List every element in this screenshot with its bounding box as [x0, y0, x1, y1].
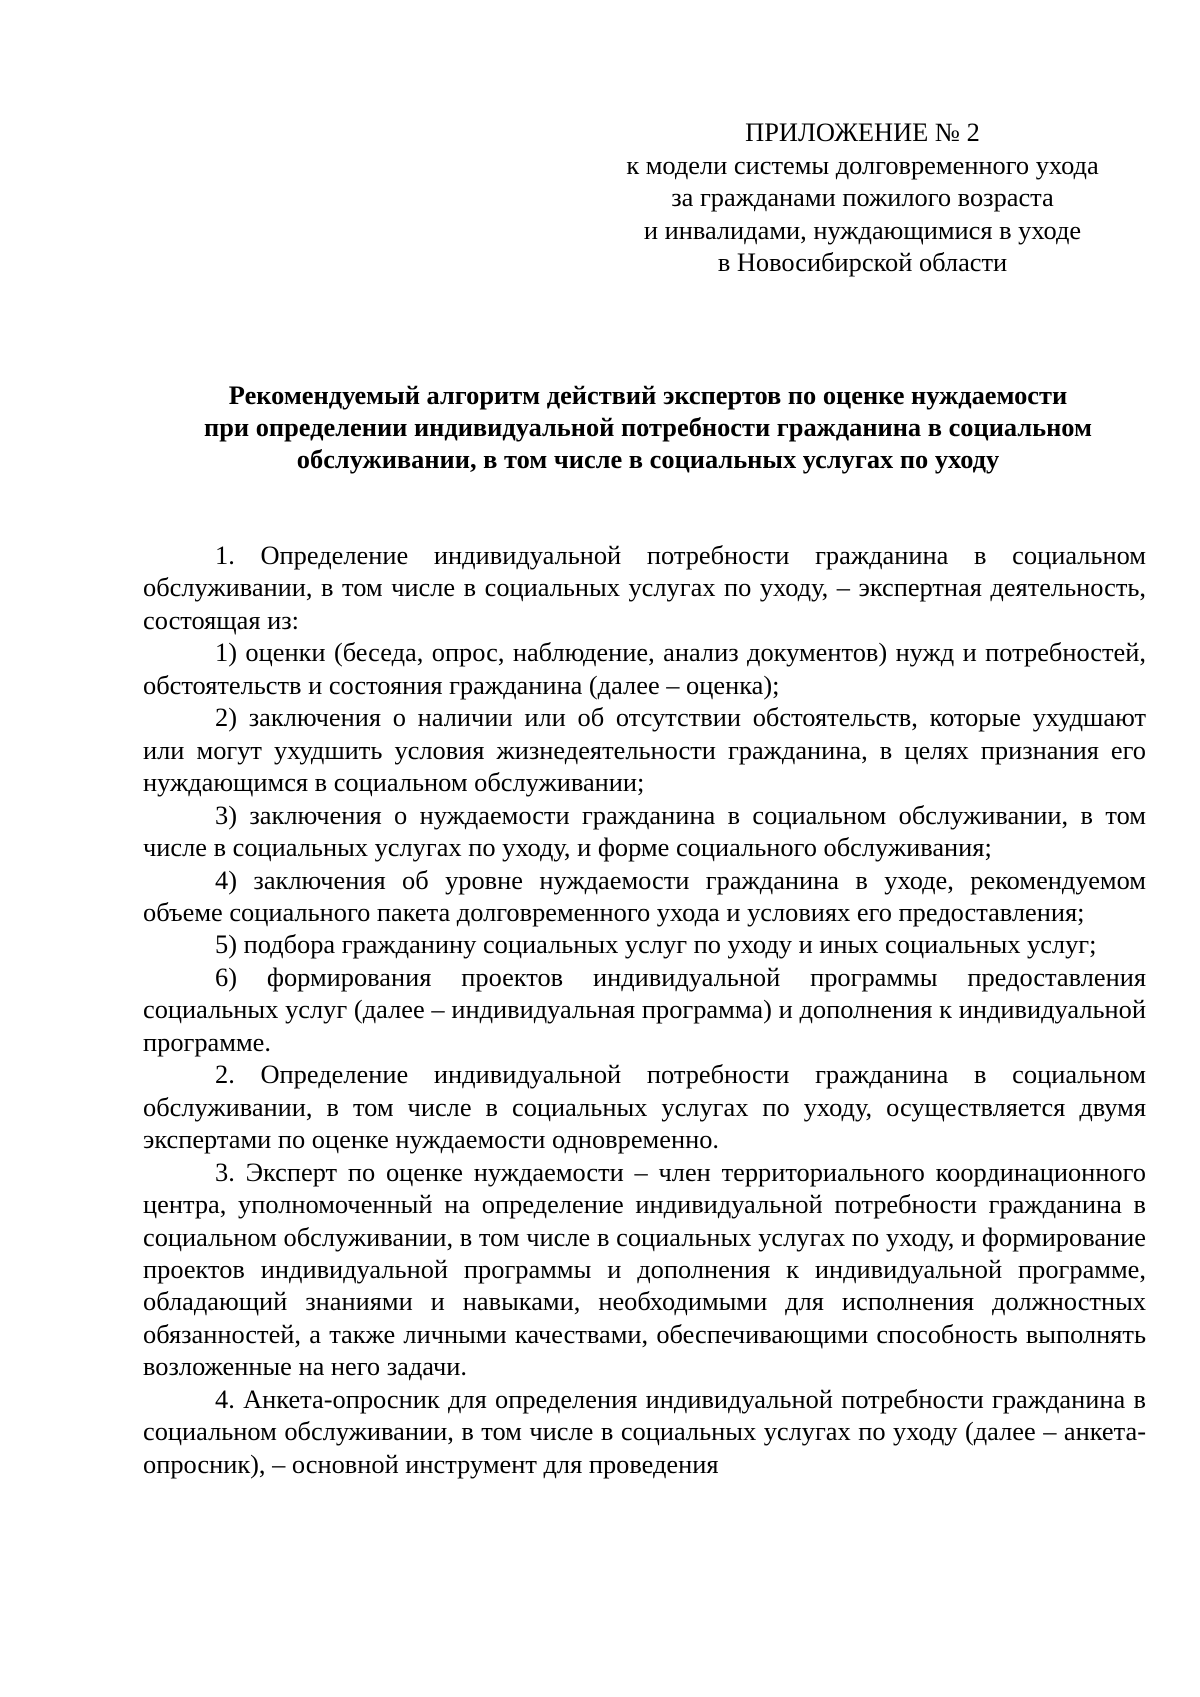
appendix-reference-line: к модели системы долговременного ухода	[626, 149, 1099, 180]
paragraph-1-item-6: 6) формирования проектов индивидуальной программы предоставления социальных услуг (далее – индивидуальная программа) и дополнения к индивидуальной программе.	[143, 961, 1146, 1057]
appendix-reference-line: и инвалидами, нуждающимися в уходе	[643, 214, 1082, 245]
paragraph-2: 2. Определение индивидуальной потребности гражданина в социальном обслуживании, в том числе в социальных услугах по уходу, осуществляется двумя экспертами по оценке нуждаемости одновременно.	[143, 1059, 1146, 1155]
appendix-number: ПРИЛОЖЕНИЕ № 2	[745, 117, 980, 147]
paragraph-1-item-1: 1) оценки (беседа, опрос, наблюдение, анализ документов) нужд и потребностей, обстоятельств и состояния гражданина (далее – оценка);	[143, 637, 1146, 700]
paragraph-1-item-3: 3) заключения о нуждаемости гражданина в социальном обслуживании, в том числе в социальных услугах по уходу, и форме социального обслуживания;	[143, 799, 1146, 863]
title-line: Рекомендуемый алгоритм действий экспертов по оценке нуждаемости	[228, 380, 1068, 410]
document-title	[140, 379, 1156, 476]
appendix-header	[600, 116, 1125, 279]
paragraph-1: 1. Определение индивидуальной потребности гражданина в социальном обслуживании, в том числе в социальных услугах по уходу, – экспертная деятельность, состоящая из:	[143, 540, 1146, 635]
paragraph-1-item-2: 2) заключения о наличии или об отсутствии обстоятельств, которые ухудшают или могут ухудшить условия жизнедеятельности гражданина, в целях признания его нуждающимся в социальном обслуживании;	[143, 702, 1146, 798]
paragraph-1-item-4: 4) заключения об уровне нуждаемости гражданина в уходе, рекомендуемом объеме социального пакета долговременного ухода и условиях его предоставления;	[143, 864, 1146, 927]
appendix-reference-line: в Новосибирской области	[717, 247, 1008, 277]
appendix-reference-line: за гражданами пожилого возраста	[671, 182, 1054, 212]
title-line: при определении индивидуальной потребности гражданина в социальном	[204, 412, 1092, 443]
paragraph-1-item-5: 5) подбора гражданину социальных услуг по уходу и иных социальных услуг;	[215, 929, 1097, 960]
paragraph-4: 4. Анкета-опросник для определения индивидуальной потребности гражданина в социальном обслуживании, в том числе в социальных услугах по уходу (далее – анкета-опросник), – основной инструмент для проведения	[143, 1383, 1146, 1479]
paragraph-3: 3. Эксперт по оценке нуждаемости – член территориального координационного центра, уполномоченный на определение индивидуальной потребности гражданина в социальном обслуживании, в том числе в социальных услугах по уходу, и формирование проектов индивидуальной программы и дополнения к индивидуальной программе, обладающий знаниями и навыками, необходимыми для исполнения должностных обязанностей, а также личными качествами, обеспечивающими способность выполнять возложенные на него задачи.	[143, 1156, 1146, 1382]
title-line: обслуживании, в том числе в социальных услугах по уходу	[296, 444, 1000, 475]
document-body	[143, 539, 1146, 1480]
